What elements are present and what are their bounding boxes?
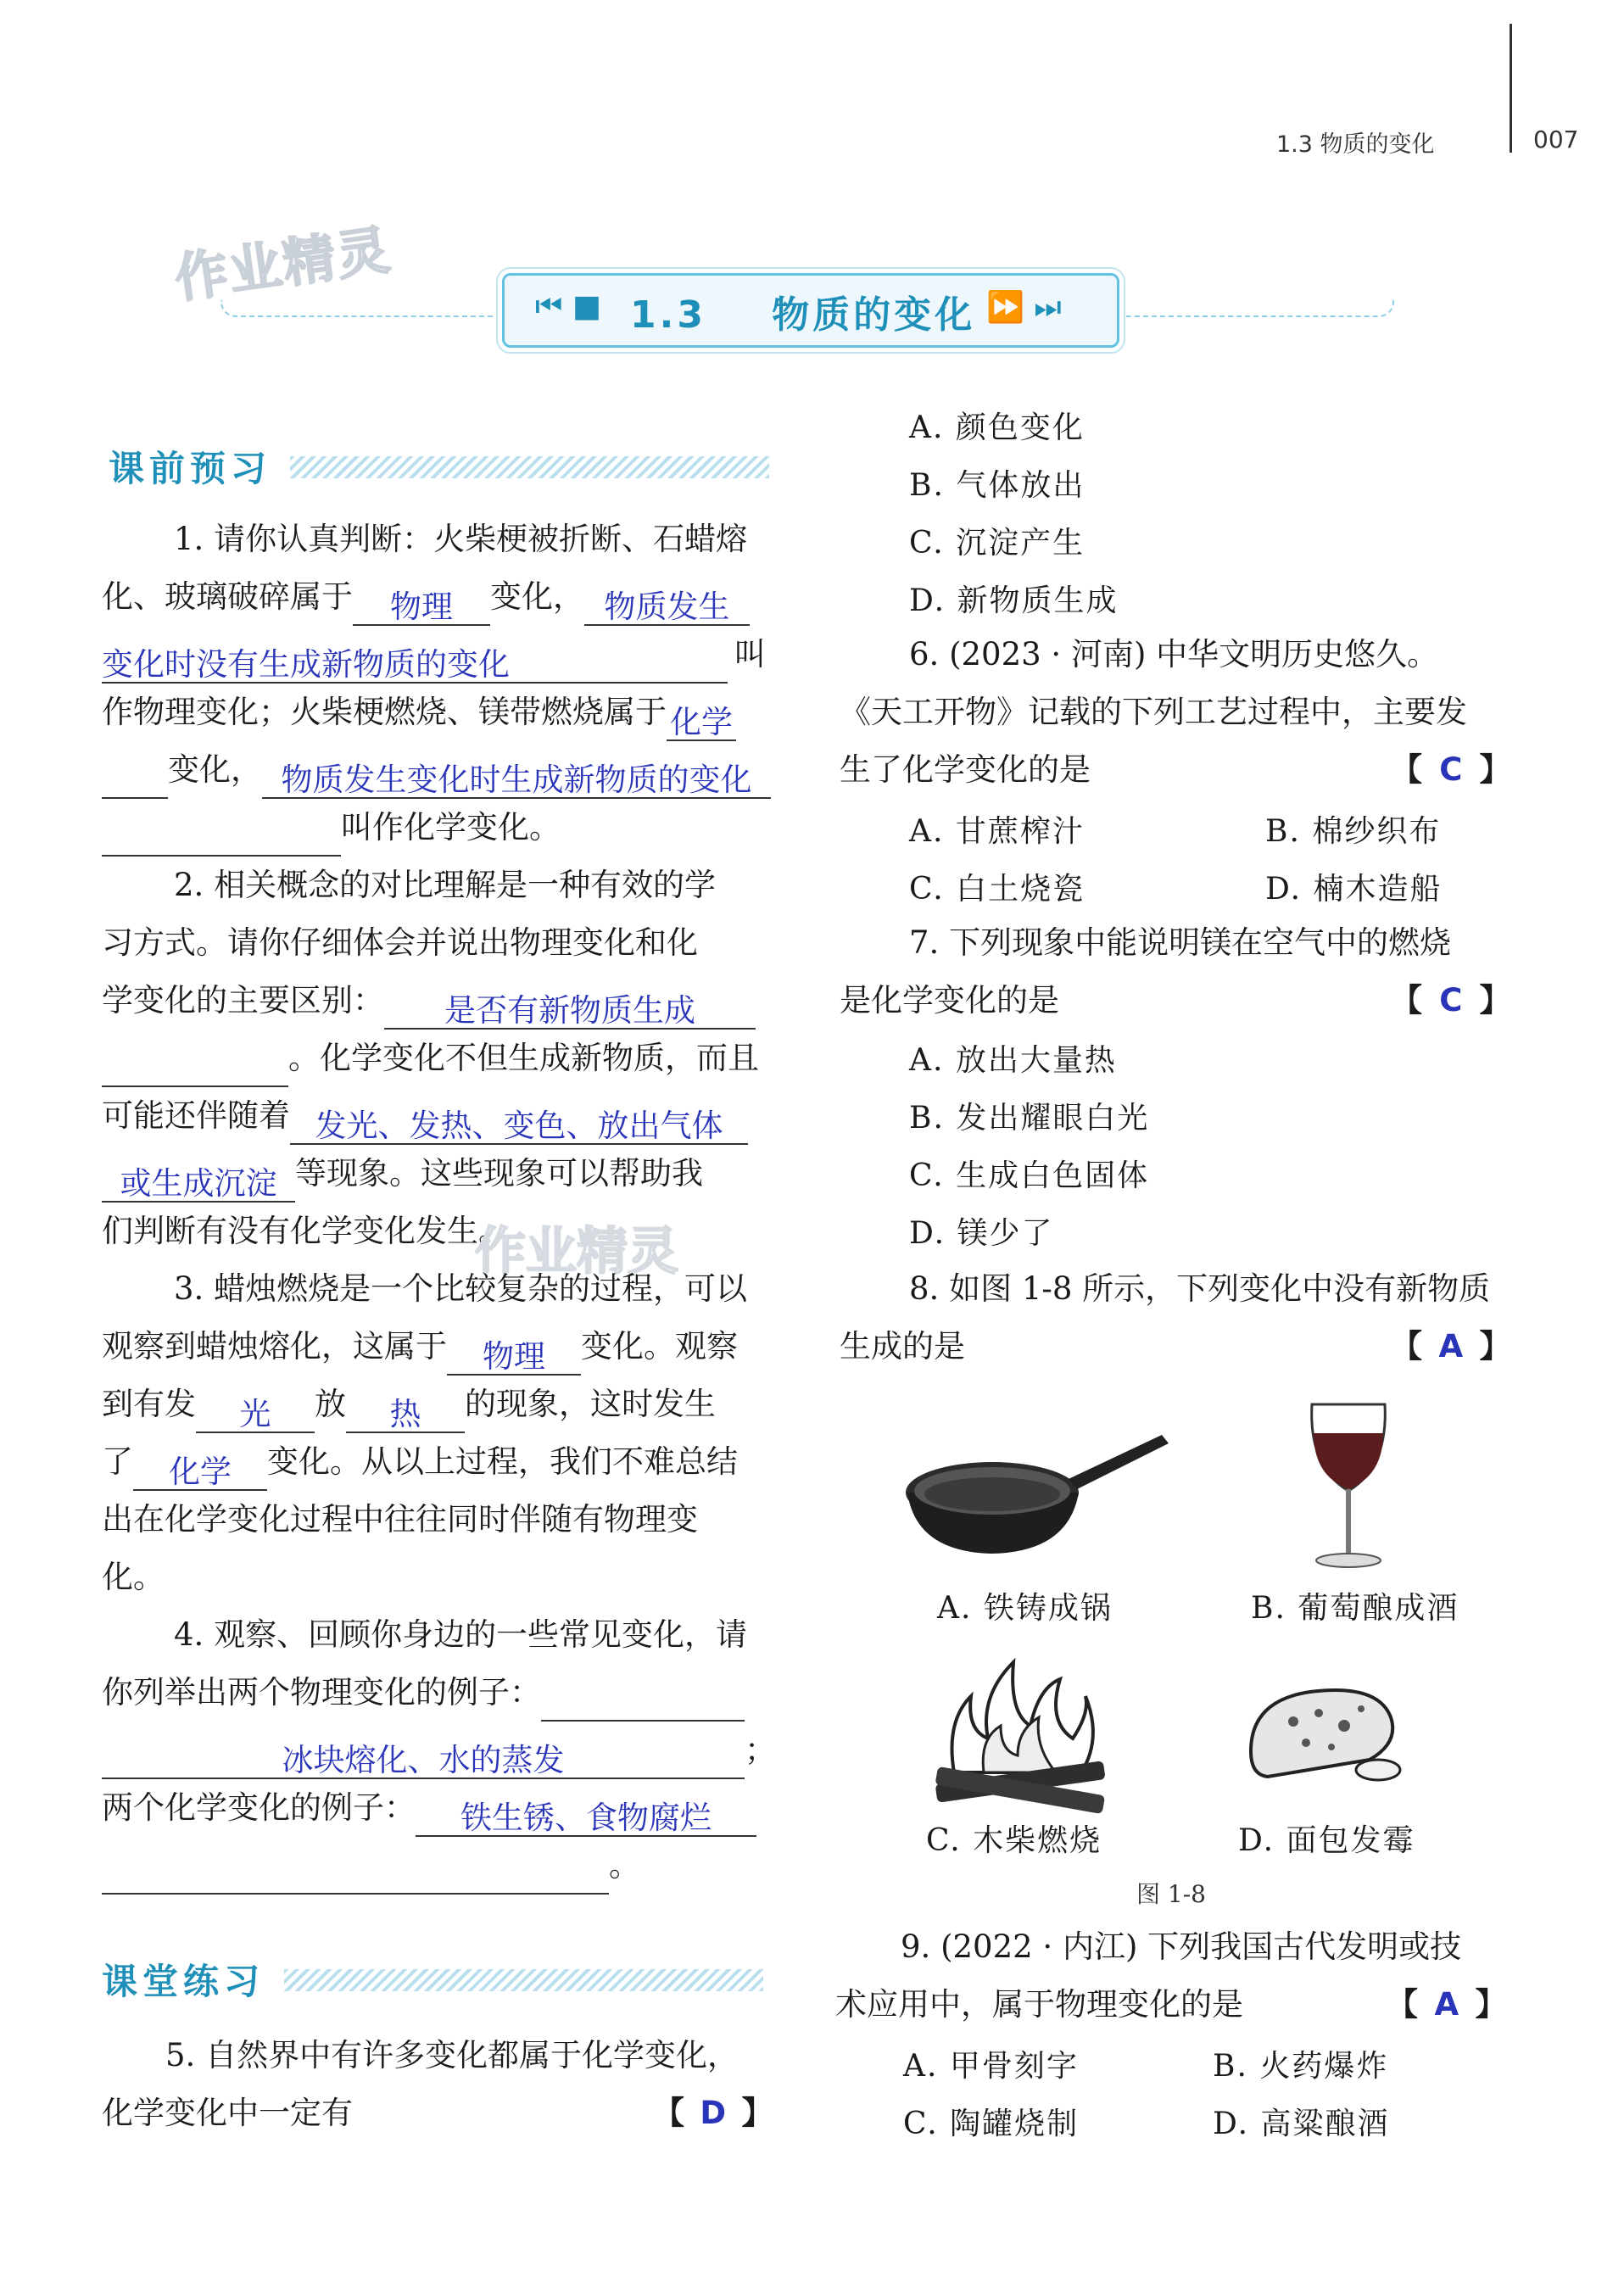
banner-prev-icons: ⏮ ■ xyxy=(535,289,601,324)
q2-line3: 学变化的主要区别： 是否有新物质生成 xyxy=(102,972,756,1030)
q9-answer-bracket: 【 A 】 xyxy=(1387,1976,1507,2034)
watermark-inline: 作业精灵 xyxy=(475,1222,678,1281)
q6-line2: 《天工开物》记载的下列工艺过程中，主要发 xyxy=(840,694,1467,730)
q7-option-b: B. 发出耀眼白光 xyxy=(909,1101,1150,1136)
q9-answer: A xyxy=(1434,1986,1459,2023)
q4-blank-2: 铁生锈、食物腐烂 xyxy=(416,1802,756,1837)
q8-answer: A xyxy=(1438,1328,1464,1365)
q5-answer: D xyxy=(700,2095,727,2131)
page-number: 007 xyxy=(1533,126,1579,153)
q2-line2: 习方式。请你仔细体会并说出物理变化和化 xyxy=(102,924,698,961)
q5-option-a: A. 颜色变化 xyxy=(909,410,1085,445)
q2-line4: 。化学变化不但生成新物质，而且 xyxy=(102,1030,759,1087)
q7-line1: 7. 下列现象中能说明镁在空气中的燃烧 xyxy=(909,924,1452,961)
q1-line4: 作物理变化；火柴梗燃烧、镁带燃烧属于 化学 xyxy=(102,684,736,741)
figure-label: 图 1-8 xyxy=(1136,1880,1206,1908)
q6-option-d: D. 楠木造船 xyxy=(1265,872,1443,907)
q7-option-c: C. 生成白色固体 xyxy=(909,1158,1150,1193)
q3-blank-3: 热 xyxy=(346,1398,465,1433)
campfire-image xyxy=(920,1645,1115,1815)
q6-line3: 生了化学变化的是 xyxy=(840,751,1091,788)
q7-option-a: A. 放出大量热 xyxy=(909,1043,1117,1078)
q4-line4: 两个化学变化的例子： 铁生锈、食物腐烂 xyxy=(102,1779,756,1837)
wine-glass-image xyxy=(1302,1399,1395,1577)
fig-caption-a: A. 铁铸成锅 xyxy=(937,1591,1113,1626)
q4-line5: 。 xyxy=(102,1837,640,1895)
q3-line4: 了 化学 变化。从以上过程，我们不难总结 xyxy=(102,1443,738,1491)
q1-blank-2a: 物质发生 xyxy=(584,591,750,626)
q6-answer: C xyxy=(1439,751,1463,788)
q3-line3: 到有发 光 放 热 的现象，这时发生 xyxy=(102,1386,716,1433)
q3-blank-2: 光 xyxy=(196,1398,315,1433)
q9-option-c: C. 陶罐烧制 xyxy=(903,2107,1080,2141)
q2-blank-1: 是否有新物质生成 xyxy=(384,995,756,1030)
q9-line2: 术应用中，属于物理变化的是 xyxy=(835,1986,1243,2023)
q2-line1: 2. 相关概念的对比理解是一种有效的学 xyxy=(174,867,717,903)
q3-line5: 出在化学变化过程中往往同时伴随有物理变 xyxy=(102,1501,698,1538)
section-practice-hatch xyxy=(284,1969,763,1991)
section-preview-hatch xyxy=(290,456,769,478)
q6-line1: 6. (2023 · 河南) 中华文明历史悠久。 xyxy=(909,636,1439,672)
q9-option-d: D. 高粱酿酒 xyxy=(1213,2107,1390,2141)
q5-option-c: C. 沉淀产生 xyxy=(909,526,1085,561)
q8-line1: 8. 如图 1-8 所示，下列变化中没有新物质 xyxy=(909,1270,1491,1307)
q7-answer: C xyxy=(1439,982,1463,1019)
q8-answer-bracket: 【 A 】 xyxy=(1391,1318,1511,1376)
q2-line6: 或生成沉淀 等现象。这些现象可以帮助我 xyxy=(102,1145,703,1203)
q5-line1: 5. 自然界中有许多变化都属于化学变化， xyxy=(165,2037,739,2073)
q5-line2: 化学变化中一定有 xyxy=(102,2095,353,2131)
q2-blank-2a: 发光、发热、变色、放出气体 xyxy=(290,1110,748,1145)
moldy-bread-image xyxy=(1242,1675,1404,1794)
chapter-title: 1.3 物质的变化 xyxy=(630,293,976,337)
q3-blank-4: 化学 xyxy=(133,1456,267,1491)
fig-caption-b: B. 葡萄酿成酒 xyxy=(1251,1591,1459,1626)
q7-answer-bracket: 【 C 】 xyxy=(1391,972,1511,1030)
banner-left-line xyxy=(220,300,502,317)
q6-option-b: B. 棉纱织布 xyxy=(1265,814,1442,849)
wok-pan-image xyxy=(899,1425,1170,1569)
q4-line2: 你列举出两个物理变化的例子： xyxy=(102,1664,745,1722)
q1-line3: 变化时没有生成新物质的变化 叫 xyxy=(102,636,766,684)
q1-blank-1: 物理 xyxy=(353,591,490,626)
header-section-ref: 1.3 物质的变化 xyxy=(1276,131,1435,158)
q4-line3: 冰块熔化、水的蒸发 ； xyxy=(102,1722,776,1779)
section-preview-title: 课前预习 xyxy=(109,448,272,489)
q1-blank-3: 化学 xyxy=(667,706,736,741)
q1-blank-2b: 变化时没有生成新物质的变化 xyxy=(102,649,728,684)
banner-next-icons: ⏩ ⏭ xyxy=(986,290,1062,325)
q9-option-a: A. 甲骨刻字 xyxy=(903,2049,1079,2084)
q1-line6: 叫作化学变化。 xyxy=(102,799,561,857)
q9-option-b: B. 火药爆炸 xyxy=(1213,2049,1389,2084)
q4-line1: 4. 观察、回顾你身边的一些常见变化，请 xyxy=(174,1616,748,1653)
fig-caption-d: D. 面包发霉 xyxy=(1238,1823,1415,1858)
q1-line1: 1. 请你认真判断：火柴梗被折断、石蜡熔 xyxy=(174,521,748,557)
q2-blank-2b: 或生成沉淀 xyxy=(102,1168,295,1203)
q7-line2: 是化学变化的是 xyxy=(840,982,1059,1019)
q3-line6: 化。 xyxy=(102,1559,165,1595)
q4-blank-1: 冰块熔化、水的蒸发 xyxy=(102,1744,745,1779)
banner-right-line xyxy=(1121,300,1394,317)
fig-caption-c: C. 木柴燃烧 xyxy=(926,1823,1102,1858)
q6-option-c: C. 白土烧瓷 xyxy=(909,872,1085,907)
title-banner xyxy=(502,273,1119,348)
q2-line7: 们判断有没有化学变化发生。 xyxy=(102,1213,510,1249)
watermark-logo: 作业精灵 xyxy=(170,218,395,310)
q5-option-d: D. 新物质生成 xyxy=(909,583,1119,618)
q1-line2: 化、玻璃破碎属于 物理 变化， 物质发生 xyxy=(102,568,750,626)
q8-line2: 生成的是 xyxy=(840,1328,965,1365)
q5-answer-bracket: 【 D 】 xyxy=(653,2084,773,2142)
q3-line1: 3. 蜡烛燃烧是一个比较复杂的过程，可以 xyxy=(174,1270,748,1307)
q3-line2: 观察到蜡烛熔化，这属于 物理 变化。观察 xyxy=(102,1328,738,1376)
q6-answer-bracket: 【 C 】 xyxy=(1391,741,1511,799)
q5-option-b: B. 气体放出 xyxy=(909,468,1085,503)
q1-line5: 变化， 物质发生变化时生成新物质的变化 xyxy=(102,741,771,799)
header-divider xyxy=(1510,24,1512,153)
q3-blank-1: 物理 xyxy=(447,1341,581,1376)
section-practice-title: 课堂练习 xyxy=(102,1961,265,2002)
q9-line1: 9. (2022 · 内江) 下列我国古代发明或技 xyxy=(901,1928,1462,1965)
q1-blank-4: 物质发生变化时生成新物质的变化 xyxy=(262,764,771,799)
q2-line5: 可能还伴随着 发光、发热、变色、放出气体 xyxy=(102,1087,748,1145)
q7-option-d: D. 镁少了 xyxy=(909,1216,1054,1251)
q6-option-a: A. 甘蔗榨汁 xyxy=(909,814,1085,849)
